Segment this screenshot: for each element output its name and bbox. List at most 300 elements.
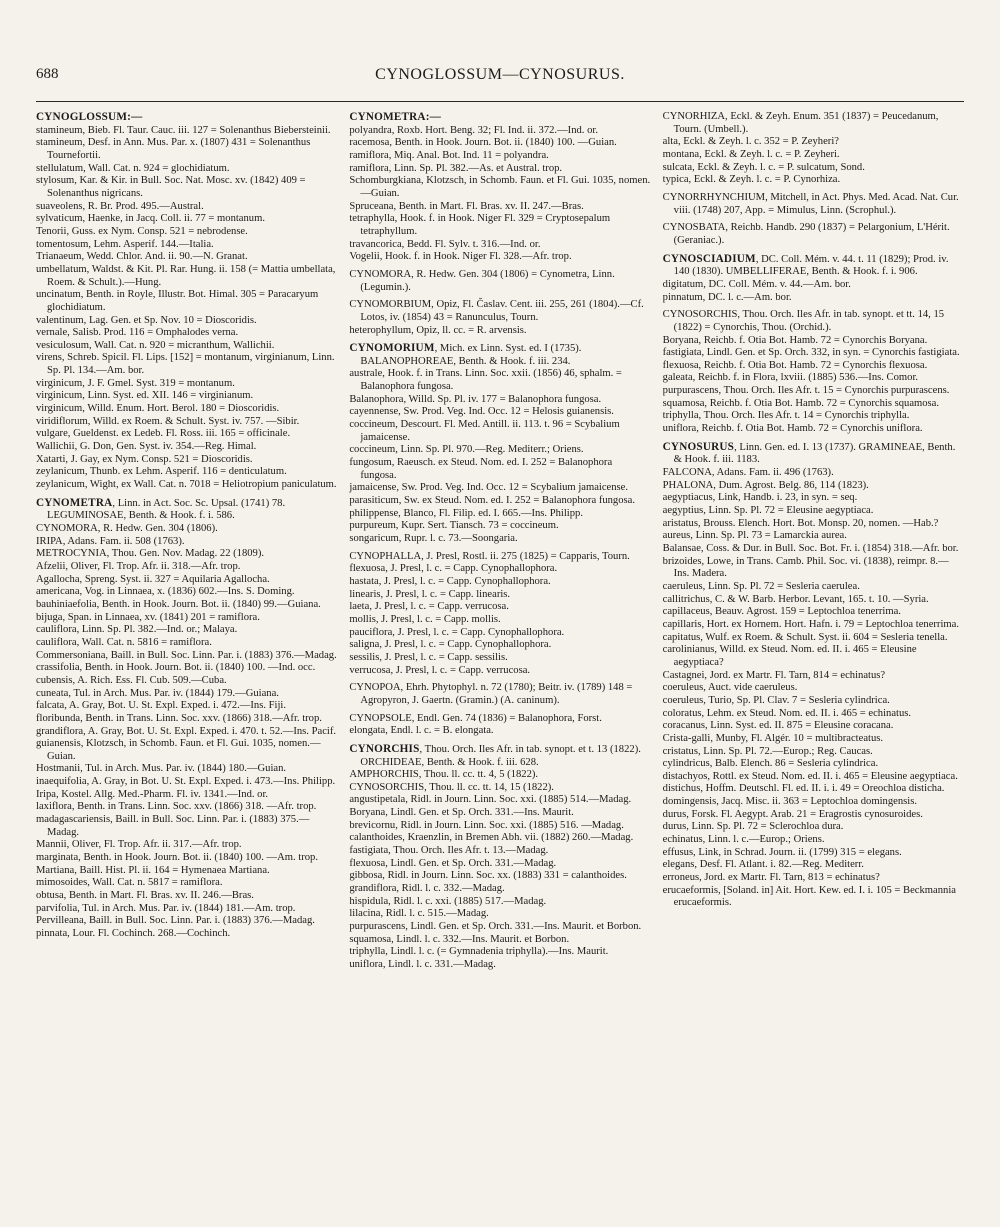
entry-text: saligna, J. Presl, l. c. = Capp. Cynophallophora. [349,639,552,651]
entry-text: capitatus, Wulf. ex Roem. & Schult. Syst. ii. 604 = Sesleria tenella. [662,631,948,643]
entry-text: falcata, A. Gray, Bot. U. St. Expl. Exped. i. 472.—Ins. Fiji. [36,700,287,712]
entry-text: CYNOPOA, Ehrh. Phytophyl. n. 72 (1780); Beitr. iv. (1789) 148 = Agropyron, J. Gaertn. (Gramin.) (A. caninum). [349,682,633,706]
entry-text: Commersoniana, Baill. in Bull. Soc. Linn. Par. i. (1883) 376.—Madag. [36,649,337,661]
entry-text: Crista-galli, Munby, Fl. Algér. 10 = multibracteatus. [662,732,884,744]
entry-text: gibbosa, Ridl. in Journ. Linn. Soc. xx. (1883) 331 = calanthoides. [349,870,627,882]
species-entry [36,650,337,663]
species-entry [36,163,337,176]
entry-text: laeta, J. Presl, l. c. = Capp. verrucosa. [349,601,509,613]
entry-text: durus, Forsk. Fl. Aegypt. Arab. 21 = Eragrostis cynosuroides. [662,808,923,820]
species-entry [36,738,337,763]
species-entry [349,563,650,576]
species-entry [663,708,964,721]
entry-text: aegyptiacus, Link, Handb. i. 23, in syn. = seq. [662,492,858,504]
entry-text: australe, Hook. f. in Trans. Linn. Soc. xxii. (1856) 46, sphalm. = Balanophora fungosa. [349,368,622,393]
species-entry [663,796,964,809]
species-entry [36,713,337,726]
entry-text: polyandra, Roxb. Hort. Beng. 32; Fl. Ind. ii. 372.—Ind. or. [349,124,598,136]
entry-text: obtusa, Benth. in Mart. Fl. Bras. xv. II. 246.—Bras. [36,890,254,902]
species-entry [663,398,964,411]
entry-text: capillaris, Hort. ex Hornem. Hort. Hafn. i. 79 = Leptochloa tenerrima. [662,618,959,630]
entry-text: FALCONA, Adans. Fam. ii. 496 (1763). [662,467,834,479]
species-entry [349,125,650,138]
genus-heading-entry [349,111,650,125]
entry-text: valentinum, Lag. Gen. et Sp. Nov. 10 = Dioscoridis. [36,314,257,326]
species-entry [663,606,964,619]
species-entry [36,466,337,479]
entry-text: uniflora, Lindl. l. c. 331.—Madag. [349,959,496,970]
species-entry [36,441,337,454]
entry-text: floribunda, Benth. in Trans. Linn. Soc. xxv. (1866) 318.—Afr. trop. [36,712,322,724]
species-entry [349,883,650,896]
species-entry [349,832,650,845]
entry-text: durus, Linn. Sp. Pl. 72 = Sclerochloa dura. [662,821,844,833]
entry-text: tomentosum, Lehm. Asperif. 144.—Italia. [36,238,214,250]
species-entry [663,783,964,796]
entry-text: parvifolia, Tul. in Arch. Mus. Par. iv. (1844) 181.—Am. trop. [36,902,296,914]
entry-text: fastigiata, Lindl. Gen. et Sp. Orch. 332, in syn. = Cynorchis fastigiata. [662,347,960,359]
column-3 [663,111,964,1211]
entry-text: echinatus, Linn. l. c.—Europ.; Oriens. [662,834,825,846]
entry-text: Boryana, Reichb. f. Otia Bot. Hamb. 72 = Cynorchis Boryana. [662,334,928,346]
entry-text: purpurascens, Lindl. Gen. et Sp. Orch. 331.—Ins. Maurit. et Borbon. [349,921,642,933]
entry-text: Wallichii, G. Don, Gen. Syst. iv. 354.—Reg. Himal. [36,441,257,453]
entry-text: travancorica, Bedd. Fl. Sylv. t. 316.—Ind. or. [349,238,541,250]
species-entry [663,136,964,149]
species-entry [663,670,964,683]
genus-name: CYNOSURUS [662,440,735,453]
species-entry [663,682,964,695]
entry-text: fastigiata, Thou. Orch. Iles Afr. t. 13.—Madag. [349,845,549,857]
entry-text: , Linn. in Act. Soc. Sc. Upsal. (1741) 78. LEGUMINOSAE, Benth. & Hook. f. i. 586. [47,497,286,522]
species-entry [36,416,337,429]
genus-name: CYNORCHIS [349,742,420,755]
entry-text: stamineum, Desf. in Ann. Mus. Par. x. (1807) 431 = Solenanthus Tournefortii. [36,137,311,161]
species-entry [36,213,337,226]
species-entry [663,581,964,594]
entry-text: crassifolia, Benth. in Hook. Journ. Bot. ii. (1840) 100. —Ind. occ. [36,662,316,674]
entry-text: squamosa, Lindl. l. c. 332.—Ins. Maurit. et Borbon. [349,933,570,945]
species-entry [36,390,337,403]
entry-text: CYNOMORA, R. Hedw. Gen. 304 (1806) = Cynometra, Linn. (Legumin.). [349,268,615,293]
entry-text: Pervilleana, Baill. in Bull. Soc. Linn. Par. i. (1883) 376.—Madag. [36,915,315,927]
species-entry [36,763,337,776]
species-entry [36,428,337,441]
species-entry [663,279,964,292]
entry-text: Spruceana, Benth. in Mart. Fl. Bras. xv. II. 247.—Bras. [349,200,584,212]
entry-text: cubensis, A. Rich. Ess. Fl. Cub. 509.—Cuba. [36,674,227,686]
species-entry [663,423,964,436]
species-entry [349,601,650,614]
species-entry [349,482,650,495]
entry-text: virens, Schreb. Spicil. Fl. Lips. [152] = montanum, virginianum, Linn. Sp. Pl. 134.—Am. bor. [36,352,335,377]
entry-text: pauciflora, J. Presl, l. c. = Capp. Cynophallophora. [349,626,565,638]
species-entry [663,360,964,373]
entry-text: cuneata, Tul. in Arch. Mus. Par. iv. (1844) 179.—Guiana. [36,687,279,699]
species-entry [663,410,964,423]
entry-text: angustipetala, Ridl. in Journ. Linn. Soc. xxi. (1885) 514.—Madag. [349,794,632,806]
species-entry [36,251,337,264]
entry-text: hastata, J. Presl, l. c. = Capp. Cynophallophora. [349,575,551,587]
entry-text: flexuosa, J. Presl, l. c. = Capp. Cynophallophora. [349,563,558,575]
species-entry [349,858,650,871]
species-entry [663,543,964,556]
entry-text: CYNOPSOLE, Endl. Gen. 74 (1836) = Balanophora, Forst. [349,712,602,724]
entry-text: suaveolens, R. Br. Prod. 495.—Austral. [36,200,204,212]
species-entry [36,726,337,739]
species-entry [663,222,964,247]
entry-text: squamosa, Reichb. f. Otia Bot. Hamb. 72 = Cynorchis squamosa. [662,397,940,409]
entry-text: elegans, Desf. Fl. Atlant. i. 82.—Reg. Mediterr. [662,859,864,871]
entry-text: erroneus, Jord. ex Martr. Fl. Tarn, 813 = echinatus? [662,872,880,884]
genus-name: CYNOMETRA [36,496,113,509]
species-entry [36,548,337,561]
species-entry [36,378,337,391]
entry-text: stellulatum, Wall. Cat. n. 924 = glochidiatum. [36,162,230,174]
entry-text: coccineum, Linn. Sp. Pl. 970.—Reg. Mediterr.; Oriens. [349,444,584,456]
species-entry [349,725,650,738]
entry-text: CYNOPHALLA, J. Presl, Rostl. ii. 275 (1825) = Capparis, Tourn. [349,550,630,562]
species-entry [36,479,337,492]
species-entry [349,269,650,294]
species-entry [663,885,964,910]
entry-text: cauliflora, Linn. Sp. Pl. 382.—Ind. or.; Malaya. [36,624,238,636]
species-entry [36,352,337,377]
species-entry [36,586,337,599]
entry-text: laxiflora, Benth. in Trans. Linn. Soc. xxv. (1866) 318. —Afr. trop. [36,801,317,813]
species-entry [663,292,964,305]
entry-text: triphylla, Lindl. l. c. (= Gymnadenia triphylla).—Ins. Maurit. [349,946,609,958]
species-entry [663,530,964,543]
entry-text: heterophyllum, Opiz, ll. cc. = R. arvensis. [349,324,527,336]
species-entry [663,556,964,581]
species-entry [36,454,337,467]
entry-text: coeruleus, Auct. vide caeruleus. [662,682,798,694]
species-entry [663,821,964,834]
entry-text: coccineum, Descourt. Fl. Med. Antill. ii. 113. t. 96 = Scybalium jamaicense. [349,419,620,443]
species-entry [663,149,964,162]
species-entry [36,852,337,865]
entry-text: verrucosa, J. Presl, l. c. = Capp. verrucosa. [349,664,531,676]
entry-text: Balanophora, Willd. Sp. Pl. iv. 177 = Balanophora fungosa. [349,393,602,405]
entry-text: cylindricus, Balb. Elench. 86 = Sesleria cylindrica. [662,758,879,770]
species-entry [349,946,650,959]
species-entry [663,746,964,759]
entry-text: racemosa, Benth. in Hook. Journ. Bot. ii. (1840) 100. —Guian. [349,137,617,149]
species-entry [36,574,337,587]
species-entry [663,111,964,136]
entry-text: CYNOMORBIUM, Opiz, Fl. Časlav. Cent. iii. 255, 261 (1804).—Cf. Lotos, iv. (1854) 43 = Ranunculus, Tourn. [349,299,644,323]
entry-text: lilacina, Ridl. l. c. 515.—Madag. [349,908,489,920]
genus-name: CYNOMORIUM [349,342,435,355]
entry-text: bijuga, Span. in Linnaea, xv. (1841) 201 = ramiflora. [36,611,260,623]
entry-text: coeruleus, Turio, Sp. Pl. Clav. 7 = Sesleria cylindrica. [662,694,890,706]
species-entry [36,903,337,916]
species-entry [663,335,964,348]
species-entry [349,150,650,163]
entry-text: Mannii, Oliver, Fl. Trop. Afr. ii. 317.—Afr. trop. [36,839,242,851]
entry-text: Balansae, Coss. & Dur. in Bull. Soc. Bot. Fr. i. (1854) 318.—Afr. bor. [662,543,959,554]
entry-text: CYNOMORA, R. Hedw. Gen. 304 (1806). [36,523,218,534]
entry-text: mollis, J. Presl, l. c. = Capp. mollis. [349,613,501,625]
species-entry [349,299,650,324]
species-entry [663,695,964,708]
species-entry [36,264,337,289]
species-entry [349,551,650,564]
genus-heading-entry [349,743,650,769]
entry-text: parasiticum, Sw. ex Steud. Nom. ed. I. 252 = Balanophora fungosa. [349,495,636,507]
page-number: 688 [36,66,59,82]
entry-text: guianensis, Klotzsch, in Schomb. Faun. et Fl. Gui. 1035, nomen.—Guian. [36,738,321,762]
entry-text: Vogelii, Hook. f. in Hook. Niger Fl. 328.—Afr. trop. [349,251,572,263]
entry-text: ramiflora, Miq. Anal. Bot. Ind. 11 = polyandra. [349,149,549,161]
species-entry [349,934,650,947]
species-entry [36,201,337,214]
entry-text: songaricum, Rupr. l. c. 73.—Soongaria. [349,533,518,544]
running-title: CYNOGLOSSUM—CYNOSURUS. [375,66,625,83]
species-entry [36,523,337,536]
species-entry [349,665,650,678]
entry-text: alta, Eckl. & Zeyh. l. c. 352 = P. Zeyheri? [662,136,839,148]
species-entry [36,662,337,675]
genus-heading-entry [663,441,964,467]
species-entry [36,928,337,941]
species-entry [36,561,337,574]
entry-text: montana, Eckl. & Zeyh. l. c. = P. Zeyheri. [662,148,840,160]
species-entry [349,589,650,602]
species-entry [349,533,650,546]
entry-text: , Thou. Orch. Iles Afr. in tab. synopt. et t. 13 (1822). ORCHIDEAE, Benth. & Hook. f. iii. 628. [360,743,641,768]
species-entry [349,419,650,444]
entry-text: Iripa, Kostel. Allg. Med.-Pharm. Fl. iv. 1341.—Ind. or. [36,788,269,800]
species-entry [349,627,650,640]
entry-text: CYNOSORCHIS, Thou. ll. cc. tt. 14, 15 (1822). [349,781,554,793]
species-entry [663,872,964,885]
species-entry [36,315,337,328]
entry-text: Xatarti, J. Gay, ex Nym. Consp. 521 = Dioscoridis. [36,453,253,465]
entry-text: caeruleus, Linn. Sp. Pl. 72 = Sesleria caerulea. [662,580,860,592]
genus-heading-entry [36,111,337,125]
entry-text: sulcata, Eckl. & Zeyh. l. c. = P. sulcatum, Sond. [662,161,865,173]
species-entry [36,536,337,549]
entry-text: aristatus, Brouss. Elench. Hort. Bot. Monsp. 20, nomen. —Hab.? [662,517,939,529]
species-entry [663,174,964,187]
genus-heading-entry [663,253,964,279]
entry-text: flexuosa, Lindl. Gen. et Sp. Orch. 331.—Madag. [349,857,557,869]
entry-text: zeylanicum, Wight, ex Wall. Cat. n. 7018 = Heliotropium paniculatum. [36,479,337,491]
entry-text: AMPHORCHIS, Thou. ll. cc. tt. 4, 5 (1822). [349,769,539,781]
species-entry [349,508,650,521]
species-entry [349,368,650,393]
entry-text: brizoides, Lowe, in Trans. Camb. Phil. Soc. vi. (1838), reimpr. 8.—Ins. Madera. [662,555,949,580]
species-entry [36,700,337,713]
column-2 [349,111,650,1211]
entry-text: CYNORRHYNCHIUM, Mitchell, in Act. Phys. Med. Acad. Nat. Cur. viii. (1748) 207, App. = Mimulus, Linn. (Scrophul.). [662,191,959,216]
genus-heading-entry [36,497,337,523]
species-entry [663,505,964,518]
species-entry [36,789,337,802]
entry-text: digitatum, DC. Coll. Mém. v. 44.—Am. bor. [662,278,851,290]
species-entry [36,125,337,138]
entry-text: cayennense, Sw. Prod. Veg. Ind. Occ. 12 = Helosis guianensis. [349,406,614,418]
species-entry [663,480,964,493]
entry-text: grandiflora, Ridl. l. c. 332.—Madag. [349,883,505,895]
species-entry [36,890,337,903]
entry-text: virginicum, J. F. Gmel. Syst. 319 = montanum. [36,377,235,389]
species-entry [663,467,964,480]
species-entry [36,137,337,162]
page-header [36,66,964,88]
entry-text: americana, Vog. in Linnaea, x. (1836) 602.—Ins. S. Doming. [36,586,295,598]
species-entry [349,652,650,665]
species-entry [36,239,337,252]
species-entry [349,782,650,795]
species-entry [349,137,650,150]
species-entry [349,201,650,214]
genus-name: CYNOSCIADIUM [662,252,756,265]
entry-text: cristatus, Linn. Sp. Pl. 72.—Europ.; Reg. Caucas. [662,745,873,757]
species-entry [349,896,650,909]
species-entry [36,637,337,650]
species-entry [36,915,337,928]
entry-text: marginata, Benth. in Hook. Journ. Bot. ii. (1840) 100. —Am. trop. [36,852,318,864]
species-entry [349,239,650,252]
entry-text: sessilis, J. Presl, l. c. = Capp. sessilis. [349,651,508,663]
entry-text: aureus, Linn. Sp. Pl. 73 = Lamarckia aurea. [662,530,847,542]
entry-text: Boryana, Lindl. Gen. et Sp. Orch. 331.—Ins. Maurit. [349,807,574,819]
entry-text: philippense, Blanco, Fl. Filip. ed. I. 665.—Ins. Philipp. [349,507,583,519]
species-entry [663,192,964,217]
species-entry [36,865,337,878]
species-entry [36,175,337,200]
entry-text: virginicum, Willd. Enum. Hort. Berol. 180 = Dioscoridis. [36,403,280,415]
species-entry [36,599,337,612]
entry-text: purpurascens, Thou. Orch. Iles Afr. t. 15 = Cynorchis purpurascens. [662,385,950,397]
species-entry [349,639,650,652]
header-rule [36,101,964,102]
species-entry [663,809,964,822]
entry-text: inaequifolia, A. Gray, in Bot. U. St. Expl. Exped. i. 473.—Ins. Philipp. [36,776,336,788]
entry-text: distichus, Hoffm. Deutschl. Fl. ed. II. i. i. 49 = Oreochloa disticha. [662,783,945,795]
entry-text: madagascariensis, Baill. in Bull. Soc. Linn. Par. i. (1883) 375.—Madag. [36,814,310,838]
entry-text: Schomburgkiana, Klotzsch, in Schomb. Faun. et Fl. Gui. 1035, nomen.—Guian. [349,175,651,199]
species-entry [36,289,337,314]
entry-text: Hostmanii, Tul. in Arch. Mus. Par. iv. (1844) 180.—Guian. [36,763,287,775]
species-entry [663,834,964,847]
species-entry [349,845,650,858]
species-entry [349,251,650,264]
entry-text: , Mich. ex Linn. Syst. ed. I (1735). BALANOPHOREAE, Benth. & Hook. f. iii. 234. [360,343,582,367]
entry-text: CYNOSBATA, Reichb. Handb. 290 (1837) = Pelargonium, L'Hérit. (Geraniac.). [662,222,950,246]
species-entry [36,688,337,701]
entry-text: Trianaeum, Wedd. Chlor. And. ii. 90.—N. Granat. [36,251,248,263]
species-entry [36,327,337,340]
entry-text: cauliflora, Wall. Cat. n. 5816 = ramiflora. [36,636,212,648]
entry-text: Agallocha, Spreng. Syst. ii. 327 = Aquilaria Agallocha. [36,573,270,585]
entry-text: vesiculosum, Wall. Cat. n. 920 = micranthum, Wallichii. [36,339,275,351]
entry-text: elongata, Endl. l. c. = B. elongata. [349,725,494,737]
entry-text: flexuosa, Reichb. f. Otia Bot. Hamb. 72 = Cynorchis flexuosa. [662,359,928,371]
entry-text: calanthoides, Kraenzlin, in Bremen Abh. vii. (1882) 260.—Madag. [349,832,634,844]
species-entry [663,162,964,175]
entry-text: zeylanicum, Thunb. ex Lehm. Asperif. 116 = denticulatum. [36,466,287,478]
entry-text: PHALONA, Dum. Agrost. Belg. 86, 114 (1823). [662,479,869,491]
species-entry [663,594,964,607]
entry-text: ramiflora, Linn. Sp. Pl. 382.—As. et Austral. trop. [349,162,563,174]
entry-text: vulgare, Gueldenst. ex Ledeb. Fl. Ross. iii. 165 = officinale. [36,428,291,440]
species-entry [663,720,964,733]
entry-text: METROCYNIA, Thou. Gen. Nov. Madag. 22 (1809). [36,548,265,560]
entry-text: virginicum, Linn. Syst. ed. XII. 146 = virginianum. [36,390,254,402]
entry-text: bauhiniaefolia, Benth. in Hook. Journ. Bot. ii. (1840) 99.—Guiana. [36,598,321,610]
species-entry [349,921,650,934]
species-entry [663,859,964,872]
species-entry [349,713,650,726]
species-entry [349,325,650,338]
species-entry [349,213,650,238]
entry-text: , Linn. Gen. ed. I. 13 (1737). GRAMINEAE, Benth. & Hook. f. iii. 1183. [673,441,956,466]
species-entry [349,769,650,782]
species-entry [663,518,964,531]
entry-text: IRIPA, Adans. Fam. ii. 508 (1763). [36,535,185,547]
species-entry [663,632,964,645]
entry-text: domingensis, Jacq. Misc. ii. 363 = Leptochloa domingensis. [662,796,917,808]
entry-text: Martiana, Baill. Hist. Pl. ii. 164 = Hymenaea Martiana. [36,864,270,876]
entry-text: pinnata, Lour. Fl. Cochinch. 268.—Cochinch. [36,928,231,939]
species-entry [663,847,964,860]
entry-text: hispidula, Ridl. l. c. xxi. (1885) 517.—Madag. [349,895,547,907]
entry-text: aegyptius, Linn. Sp. Pl. 72 = Eleusine aegyptiaca. [662,505,874,517]
entry-text: CYNOSORCHIS, Thou. Orch. Iles Afr. in tab. synopt. et tt. 14, 15 (1822) = Cynorchis, Thou. (Orchid.). [662,309,945,333]
entry-text: fungosum, Raeusch. ex Steud. Nom. ed. I. 252 = Balanophora fungosa. [349,457,613,481]
entry-text: effusus, Link, in Schrad. Journ. ii. (1799) 315 = elegans. [662,846,902,858]
species-entry [663,492,964,505]
entry-text: jamaicense, Sw. Prod. Veg. Ind. Occ. 12 = Scybalium jamaicense. [349,482,629,494]
species-entry [663,758,964,771]
entry-text: vernale, Salisb. Prod. 116 = Omphalodes verna. [36,327,239,339]
species-entry [663,644,964,669]
genus-heading-entry [349,342,650,368]
entry-text: sylvaticum, Haenke, in Jacq. Coll. ii. 77 = montanum. [36,213,265,225]
species-entry [663,347,964,360]
species-entry [36,801,337,814]
species-entry [663,619,964,632]
species-entry [349,614,650,627]
entry-text: stamineum, Bieb. Fl. Taur. Cauc. iii. 127 = Solenanthus Biebersteinii. [36,124,331,136]
entry-text: Castagnei, Jord. ex Martr. Fl. Tarn, 814 = echinatus? [662,669,886,681]
species-entry [36,624,337,637]
entry-text: coracanus, Linn. Syst. ed. II. 875 = Eleusine coracana. [662,720,894,732]
entry-text: erucaeformis, [Soland. in] Ait. Hort. Kew. ed. I. i. 105 = Beckmannia erucaeformis. [662,884,956,909]
species-entry [36,877,337,890]
species-entry [36,612,337,625]
entry-text: purpureum, Kupr. Sert. Tiansch. 73 = coccineum. [349,520,559,532]
species-entry [349,794,650,807]
genus-name: CYNOGLOSSUM:— [36,111,143,123]
entry-text: carolinianus, Willd. ex Steud. Nom. ed. II. i. 465 = Eleusine aegyptiaca? [662,644,917,668]
species-entry [349,870,650,883]
entry-text: viridiflorum, Willd. ex Roem. & Schult. Syst. iv. 757. —Sibir. [36,415,300,427]
species-entry [36,776,337,789]
entry-text: triphylla, Thou. Orch. Iles Afr. t. 14 = Cynorchis triphylla. [662,410,910,422]
species-entry [349,444,650,457]
entry-text: typica, Eckl. & Zeyh. l. c. = P. Cynorhiza. [662,174,841,186]
species-entry [349,163,650,176]
species-entry [663,385,964,398]
entry-text: Afzelii, Oliver, Fl. Trop. Afr. ii. 318.—Afr. trop. [36,560,241,572]
species-entry [36,675,337,688]
column-1 [36,111,337,1211]
